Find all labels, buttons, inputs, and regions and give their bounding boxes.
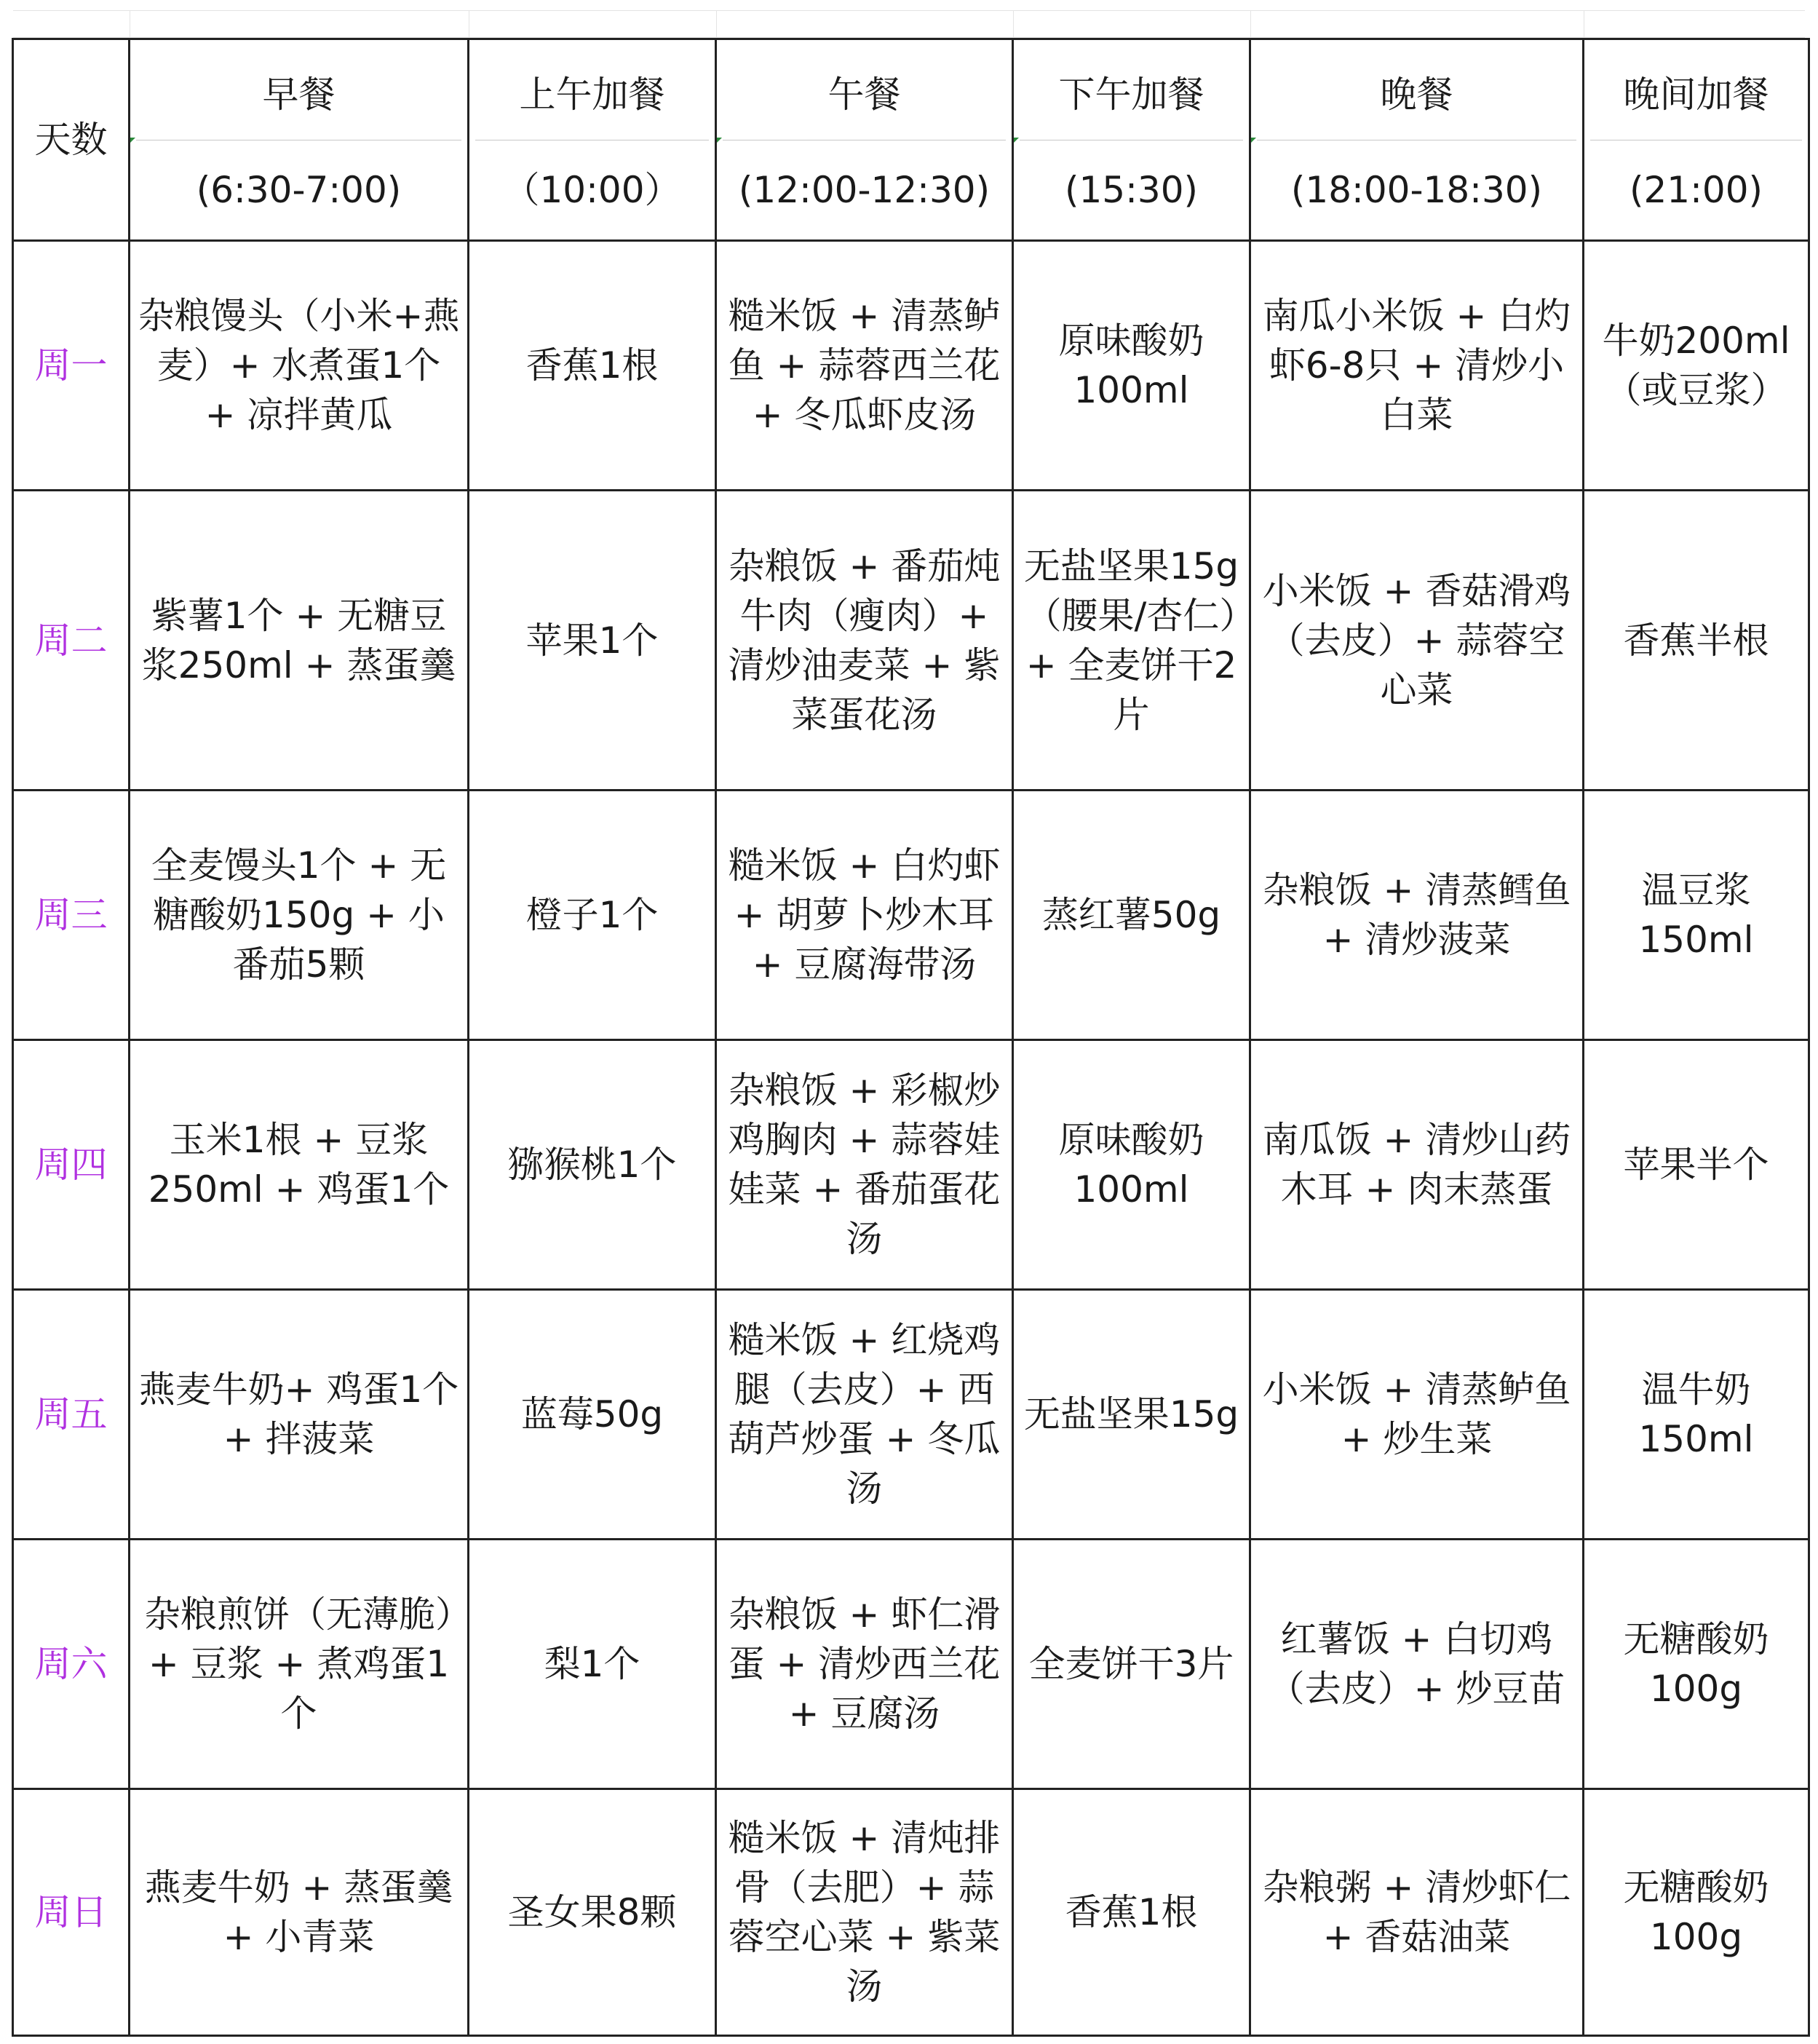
meal-cell: 猕猴桃1个 xyxy=(469,1040,716,1290)
column-header-afternoon-snack xyxy=(1013,39,1250,241)
meal-cell: 杂粮馒头（小米+燕麦）+ 水煮蛋1个 + 凉拌黄瓜 xyxy=(130,241,469,491)
meal-cell: 燕麦牛奶 + 蒸蛋羹 + 小青菜 xyxy=(130,1789,469,2036)
meal-cell: 杂粮饭 + 清蒸鳕鱼 + 清炒菠菜 xyxy=(1250,791,1584,1040)
day-cell: 周四 xyxy=(13,1040,130,1290)
table-row xyxy=(13,1040,1809,1290)
meal-cell: 原味酸奶100ml xyxy=(1013,1040,1250,1290)
column-header-dinner xyxy=(1250,39,1584,241)
meal-cell: 温牛奶150ml xyxy=(1584,1290,1809,1540)
table-row xyxy=(13,1789,1809,2036)
cell-comment-marker xyxy=(1251,138,1256,143)
meal-cell: 小米饭 + 香菇滑鸡（去皮）+ 蒜蓉空心菜 xyxy=(1250,491,1584,791)
meal-cell: 杂粮饭 + 虾仁滑蛋 + 清炒西兰花 + 豆腐汤 xyxy=(716,1540,1013,1789)
column-header-evening-snack xyxy=(1584,39,1809,241)
column-name: 早餐 xyxy=(136,40,461,140)
meal-cell: 无盐坚果15g xyxy=(1013,1290,1250,1540)
column-name: 晚餐 xyxy=(1257,40,1576,140)
meal-cell: 燕麦牛奶+ 鸡蛋1个 + 拌菠菜 xyxy=(130,1290,469,1540)
meal-cell: 杂粮煎饼（无薄脆）+ 豆浆 + 煮鸡蛋1个 xyxy=(130,1540,469,1789)
meal-cell: 糙米饭 + 清炖排骨（去肥）+ 蒜蓉空心菜 + 紫菜汤 xyxy=(716,1789,1013,2036)
header-row xyxy=(13,39,1809,241)
meal-cell: 香蕉半根 xyxy=(1584,491,1809,791)
column-time: (18:00-18:30) xyxy=(1290,169,1543,211)
column-time: (12:00-12:30) xyxy=(738,169,991,211)
meal-cell: 糙米饭 + 白灼虾 + 胡萝卜炒木耳 + 豆腐海带汤 xyxy=(716,791,1013,1040)
cell-comment-marker xyxy=(130,138,135,143)
day-cell: 周五 xyxy=(13,1290,130,1540)
table-row xyxy=(13,491,1809,791)
table-row xyxy=(13,1290,1809,1540)
column-name: 午餐 xyxy=(723,40,1006,140)
column-time: （10:00） xyxy=(503,169,681,211)
meal-cell: 蓝莓50g xyxy=(469,1290,716,1540)
day-cell: 周二 xyxy=(13,491,130,791)
meal-cell: 圣女果8颗 xyxy=(469,1789,716,2036)
meal-cell: 玉米1根 + 豆浆250ml + 鸡蛋1个 xyxy=(130,1040,469,1290)
meal-cell: 苹果1个 xyxy=(469,491,716,791)
column-name: 晚间加餐 xyxy=(1590,40,1802,140)
day-cell: 周六 xyxy=(13,1540,130,1789)
meal-cell: 香蕉1根 xyxy=(1013,1789,1250,2036)
meal-cell: 杂粮饭 + 彩椒炒鸡胸肉 + 蒜蓉娃娃菜 + 番茄蛋花汤 xyxy=(716,1040,1013,1290)
days-header: 天数 xyxy=(13,39,130,241)
meal-cell: 香蕉1根 xyxy=(469,241,716,491)
column-time: (21:00) xyxy=(1629,169,1763,211)
meal-cell: 小米饭 + 清蒸鲈鱼 + 炒生菜 xyxy=(1250,1290,1584,1540)
cell-comment-marker xyxy=(717,138,722,143)
column-name: 上午加餐 xyxy=(475,40,709,140)
meal-cell: 橙子1个 xyxy=(469,791,716,1040)
cell-comment-marker xyxy=(1014,138,1019,143)
meal-cell: 原味酸奶100ml xyxy=(1013,241,1250,491)
table-row xyxy=(13,1540,1809,1789)
meal-cell: 梨1个 xyxy=(469,1540,716,1789)
meal-cell: 南瓜小米饭 + 白灼虾6-8只 + 清炒小白菜 xyxy=(1250,241,1584,491)
meal-cell: 牛奶200ml（或豆浆） xyxy=(1584,241,1809,491)
day-cell: 周三 xyxy=(13,791,130,1040)
column-time: (6:30-7:00) xyxy=(196,169,402,211)
meal-cell: 全麦饼干3片 xyxy=(1013,1540,1250,1789)
column-time: (15:30) xyxy=(1064,169,1199,211)
meal-cell: 温豆浆150ml xyxy=(1584,791,1809,1040)
meal-cell: 无糖酸奶100g xyxy=(1584,1540,1809,1789)
meal-cell: 苹果半个 xyxy=(1584,1040,1809,1290)
ghost-spreadsheet-row xyxy=(13,10,1805,38)
weekly-meal-table xyxy=(12,38,1810,2037)
column-header-morning-snack xyxy=(469,39,716,241)
meal-cell: 糙米饭 + 清蒸鲈鱼 + 蒜蓉西兰花 + 冬瓜虾皮汤 xyxy=(716,241,1013,491)
meal-cell: 无盐坚果15g（腰果/杏仁）+ 全麦饼干2片 xyxy=(1013,491,1250,791)
meal-cell: 蒸红薯50g xyxy=(1013,791,1250,1040)
meal-cell: 南瓜饭 + 清炒山药木耳 + 肉末蒸蛋 xyxy=(1250,1040,1584,1290)
day-cell: 周日 xyxy=(13,1789,130,2036)
meal-cell: 紫薯1个 + 无糖豆浆250ml + 蒸蛋羹 xyxy=(130,491,469,791)
day-cell: 周一 xyxy=(13,241,130,491)
meal-cell: 糙米饭 + 红烧鸡腿（去皮）+ 西葫芦炒蛋 + 冬瓜汤 xyxy=(716,1290,1013,1540)
column-header-lunch xyxy=(716,39,1013,241)
meal-cell: 杂粮饭 + 番茄炖牛肉（瘦肉）+ 清炒油麦菜 + 紫菜蛋花汤 xyxy=(716,491,1013,791)
meal-cell: 无糖酸奶100g xyxy=(1584,1789,1809,2036)
meal-cell: 杂粮粥 + 清炒虾仁 + 香菇油菜 xyxy=(1250,1789,1584,2036)
table-row xyxy=(13,791,1809,1040)
column-header-breakfast xyxy=(130,39,469,241)
column-name: 下午加餐 xyxy=(1020,40,1243,140)
table-row xyxy=(13,241,1809,491)
meal-cell: 全麦馒头1个 + 无糖酸奶150g + 小番茄5颗 xyxy=(130,791,469,1040)
meal-cell: 红薯饭 + 白切鸡（去皮）+ 炒豆苗 xyxy=(1250,1540,1584,1789)
